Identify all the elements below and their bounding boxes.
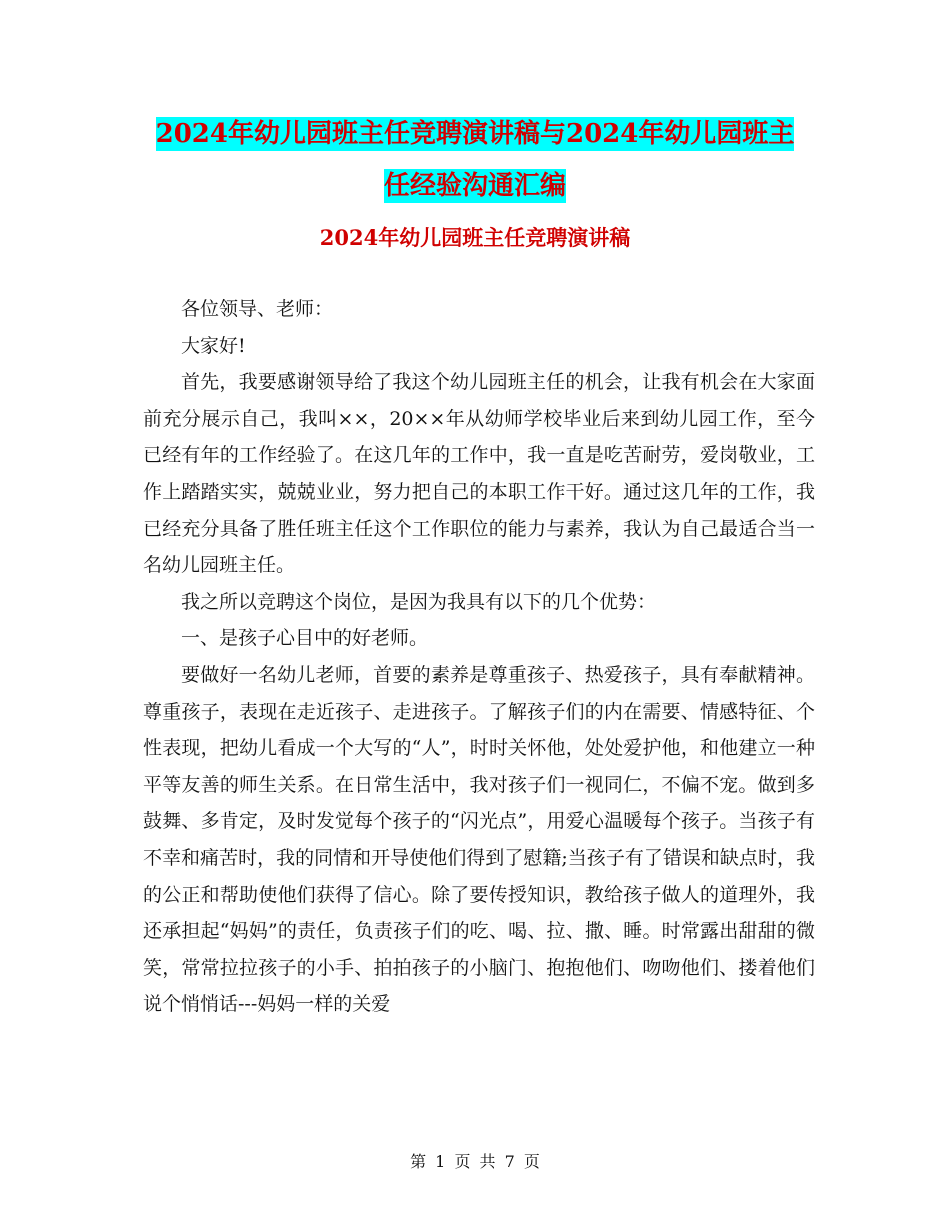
section-title: 2024年幼儿园班主任竞聘演讲稿 [319,225,631,250]
document-title-line-1: 2024年幼儿园班主任竞聘演讲稿与2024年幼儿园班主 [155,119,795,149]
greeting-paragraph: 大家好! [181,334,246,357]
page-footer: 第 1 页 共 7 页 [410,1152,540,1171]
advantage-heading-1: 一、是孩子心目中的好老师。 [181,627,429,650]
document-body [143,291,815,1023]
intro-paragraph: 首先，我要感谢领导给了我这个幼儿园班主任的机会，让我有机会在大家面前充分展示自己，我叫××，20××年从幼师学校毕业后来到幼儿园工作，至今已经有年的工作经验了。在这几年的工作中，我一直是吃苦耐劳，爱岗敬业，工作上踏踏实实，兢兢业业，努力把自己的本职工作干好。通过这几年的工作，我已经充分具备了胜任班主任这个工作职位的能力与素养，我认为自己最适合当一名幼儿园班主任。 [143,371,815,577]
advantages-intro-paragraph: 我之所以竞聘这个岗位，是因为我具有以下的几个优势： [181,590,657,613]
document-title [0,108,950,212]
document-title-line-2: 任经验沟通汇编 [383,171,566,201]
advantage-body-1: 要做好一名幼儿老师，首要的素养是尊重孩子、热爱孩子，具有奉献精神。尊重孩子，表现在走近孩子、走进孩子。了解孩子们的内在需要、情感特征、个性表现，把幼儿看成一个大写的“人”，时时关怀他，处处爱护他，和他建立一种平等友善的师生关系。在日常生活中，我对孩子们一视同仁，不偏不宠。做到多鼓舞、多肯定，及时发觉每个孩子的“闪光点”，用爱心温暖每个孩子。当孩子有不幸和痛苦时，我的同情和开导使他们得到了慰籍;当孩子有了错误和缺点时，我的公正和帮助使他们获得了信心。除了要传授知识，教给孩子做人的道理外，我还承担起“妈妈”的责任，负责孩子们的吃、喝、拉、撒、睡。时常露出甜甜的微笑，常常拉拉孩子的小手、拍拍孩子的小脑门、抱抱他们、吻吻他们、搂着他们说个悄悄话---妈妈一样的关爱 [143,663,815,1016]
salutation-paragraph: 各位领导、老师： [181,298,334,320]
